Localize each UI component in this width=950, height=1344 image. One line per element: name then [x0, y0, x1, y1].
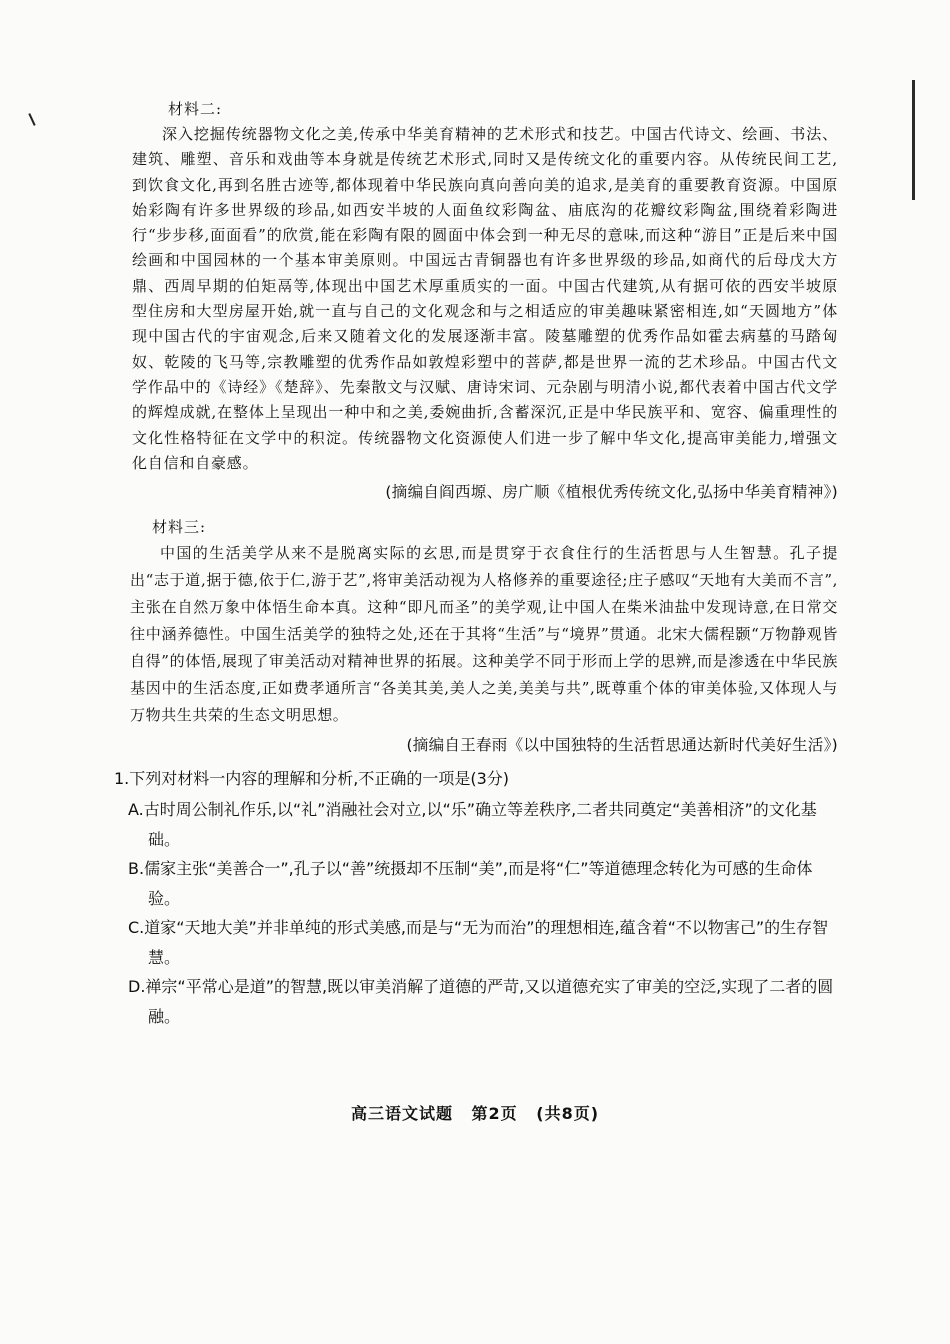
footer-title: 高三语文试题	[350, 1104, 453, 1123]
footer-page-number: 第2页	[471, 1104, 518, 1123]
material-three-text: 中国的生活美学从来不是脱离实际的玄思,而是贯穿于衣食住行的生活哲思与人生智慧。孔子提出“志于道,据于德,依于仁,游于艺”,将审美活动视为人格修养的重要途径;庄子感叹“天地有大美而不言”,主张在自然万象中体悟生命本真。这种“即凡而圣”的美学观,让中国人在柴米油盐中发现诗意,在日常交往中涵养德性。中国生活美学的独特之处,还在于其将“生活”与“境界”贯通。北宋大儒程颢“万物静观皆自得”的体悟,展现了审美活动对精神世界的拓展。这种美学不同于形而上学的思辨,而是渗透在中华民族基因中的生活态度,正如费孝通所言“各美其美,美人之美,美美与共”,既尊重个体的审美体验,又体现人与万物共生共荣的生态文明思想。	[130, 544, 838, 725]
page-footer	[0, 1101, 950, 1124]
page-content	[114, 96, 838, 1031]
material-two-text: 深入挖掘传统器物文化之美,传承中华美育精神的艺术形式和技艺。中国古代诗文、绘画、书法、建筑、雕塑、音乐和戏曲等本身就是传统艺术形式,同时又是传统文化的重要内容。从传统民间工艺,到饮食文化,再到名胜古迹等,都体现着中华民族向真向善向美的追求,是美育的重要教育资源。中国原始彩陶有许多世界级的珍品,如西安半坡的人面鱼纹彩陶盆、庙底沟的花瓣纹彩陶盆,围绕着彩陶进行“步步移,面面看”的欣赏,能在彩陶有限的圆面中体会到一种无尽的意味,而这种“游目”正是后来中国绘画和中国园林的一个基本审美原则。中国远古青铜器也有许多世界级的珍品,如商代的后母戊大方鼎、西周早期的伯矩鬲等,体现出中国艺术厚重质实的一面。中国古代建筑,从有据可依的西安半坡原型住房和大型房屋开始,就一直与自己的文化观念和与之相适应的审美趣味紧密相连,如“天圆地方”体现中国古代的宇宙观念,后来又随着文化的发展逐渐丰富。陵墓雕塑的优秀作品如霍去病墓的马踏匈奴、乾陵的飞马等,宗教雕塑的优秀作品如敦煌彩塑中的菩萨,都是世界一流的艺术珍品。中国古代文学作品中的《诗经》《楚辞》、先秦散文与汉赋、唐诗宋词、元杂剧与明清小说,都代表着中国古代文学的辉煌成就,在整体上呈现出一种中和之美,委婉曲折,含蓄深沉,正是中华民族平和、宽容、偏重理性的文化性格特征在文学中的积淀。传统器物文化资源使人们进一步了解中华文化,提高审美能力,增强文化自信和自豪感。	[132, 125, 838, 472]
material-three-label: 材料三:	[152, 518, 207, 537]
option-a: A.古时周公制礼作乐,以“礼”消融社会对立,以“乐”确立等差秩序,二者共同奠定“美善相济”的文化基础。	[128, 800, 817, 849]
material-two-label: 材料二:	[168, 100, 223, 118]
scan-mark	[28, 113, 35, 126]
option-d: D.禅宗“平常心是道”的智慧,既以审美消解了道德的严苛,又以道德充实了审美的空泛,实现了二者的圆融。	[128, 977, 834, 1026]
footer-total-pages: (共8页)	[536, 1104, 600, 1123]
material-three-source: (摘编自王春雨《以中国独特的生活哲思通达新时代美好生活》)	[406, 736, 838, 755]
option-c: C.道家“天地大美”并非单纯的形式美感,而是与“无为而治”的理想相连,蕴含着“不以物害己”的生存智慧。	[128, 918, 829, 967]
option-b: B.儒家主张“美善合一”,孔子以“善”统摄却不压制“美”,而是将“仁”等道德理念转化为可感的生命体验。	[128, 859, 813, 908]
question-stem: 1.下列对材料一内容的理解和分析,不正确的一项是(3分)	[114, 769, 510, 789]
material-two-source: (摘编自阎西塬、房广顺《植根优秀传统文化,弘扬中华美育精神》)	[385, 483, 838, 502]
scan-edge-line	[912, 80, 915, 200]
